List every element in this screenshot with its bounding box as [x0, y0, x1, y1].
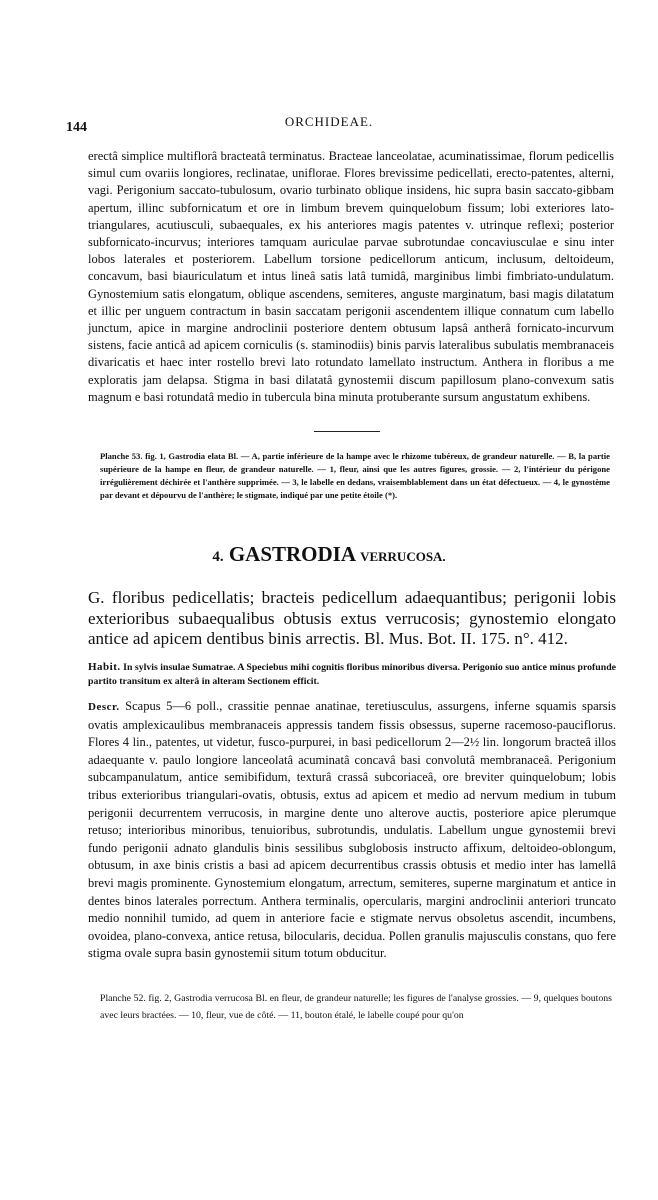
- diagnosis-block: [88, 588, 616, 650]
- description-paragraph: [88, 698, 616, 963]
- main-paragraph-block: [88, 148, 614, 406]
- genus-name: GASTRODIA: [228, 542, 355, 566]
- habitat-text: In sylvis insulae Sumatrae. A Speciebus mihi cognitis floribus minoribus diversa. Perigonio suo antice minus profunde partito transitum ex alterâ in alteram Sectionem efficit.: [88, 662, 616, 687]
- running-title: ORCHIDEAE.: [284, 114, 374, 129]
- species-number: 4.: [212, 549, 224, 565]
- plate-note-53: Planche 53. fig. 1, Gastrodia elata Bl. — A, partie inférieure de la hampe avec le rhizome tubéreux, de grandeur naturelle. — B, la partie supérieure de la hampe en fleur, de grandeur naturelle. — 1, fleur, ainsi que les autres figures, grossie. — 2, l'intérieur du périgone irrégulièrement déchirée et l'anthère supprimée. — 3, le labelle en dedans, vraisemblablement dans un état défectueux. — 4, le gynostème par devant et dépourvu de l'anthère; le stigmate, indiqué par une petite étoile (*).: [100, 451, 610, 500]
- habitat-label: Habit.: [88, 661, 121, 673]
- habitat-block: [88, 661, 616, 688]
- description-label: Descr.: [88, 701, 120, 713]
- species-heading: [0, 542, 658, 567]
- plate-note-52: Planche 52. fig. 2, Gastrodia verrucosa Bl. en fleur, de grandeur naturelle; les figures de l'analyse grossies. — 9, quelques boutons avec leurs bractées. — 10, fleur, vue de côté. — 11, bouton étalé, le labelle coupé pour qu'on: [100, 993, 612, 1021]
- diagnosis: G. floribus pedicellatis; bracteis pedicellum adaequantibus; perigonii lobis exterioribus subaequalibus obtusis extus verrucosis; gynostemio elongato antice ad apicem dentibus binis arrectis. Bl. Mus. Bot. II. 175. n°. 412.: [88, 588, 616, 648]
- species-epithet: VERRUCOSA.: [360, 549, 446, 564]
- description-block: [88, 698, 616, 963]
- plate-note-53-block: [100, 450, 610, 502]
- page-number: 144: [66, 120, 87, 135]
- habitat-paragraph: [88, 661, 616, 688]
- main-paragraph: erectâ simplice multiflorâ bracteatâ terminatus. Bracteae lanceolatae, acuminatissimae, florum pedicellis simul cum ovariis longiores, reclinatae, uniflorae. Flores brevissime pedicellati, erecto-patentes, alterni, vagi. Perigonium saccato-tubulosum, ovario turbinato oblique insidens, hic supra basin saccato-gibbam apertum, illinc subfornicatum et ore in limbum brevem quinquelobum fissum; lobi exteriores lato-triangulares, acutiusculi, subaequales, ex his anteriores magis patentes v. utrinque reflexi; posterior subfornicato-incurvus; interiores tamquam auriculae parvae subrotundae concaviusculae e sinu inter lobos laterales et posteriorem. Labellum torsione pedicellorum anticum, inclusum, deltoideum, concavum, basi biauriculatum et intus lineâ satis latâ tumidâ, marginibus limbi fimbriato-undulatum. Gynostemium satis elongatum, oblique ascendens, semiteres, anguste marginatum, basi magis dilatatum et illic per unguem contractum in basin saccatam perigonii ascendentem illique connatum cum labello junctum, apice in margine androclinii posteriore dentem obtusum lapsâ antherâ fornicato-incurvum sistens, facie anticâ ad apicem corniculis (s. staminodiis) binis parvis lateralibus subulatis membranaceis divaricatis et haec inter rostello brevi lato rotundato lamellato instructum. Anthera in floribus a me exploratis jam delapsa. Stigma in basi dilatatâ gynostemii discum papillosum plano-convexum satis magnum e basi rotundatâ medio in tubercula bina minuta protuberante sursum angustatum exhibens.: [88, 149, 614, 404]
- description-text: Scapus 5—6 poll., crassitie pennae anatinae, teretiusculus, assurgens, inferne squamis sparsis ovatis amplexicaulibus membranaceis appressis tandem fissis obsessus, superne racemoso-pauciflorus. Flores 4 lin., patentes, ut videtur, fusco-purpurei, in basi pedicellorum 2—2½ lin. longorum bracteâ illos adaequante v. paulo longiore lanceolatâ acuminatâ concavâ basi convolutâ membranaceâ. Perigonium subcampanulatum, antice semibifidum, texturâ crassâ subcoriaceâ, ore breviter quinquelobum; lobis tribus exterioribus triangulari-ovatis, obtusis, extus ad apicem et medio ad nervum medium in tubum perigonii decurrentem verrucosis, in margine dente uno alterove auctis, posteriore apice plerumque retuso; interioribus minoribus, tenuioribus, subrotundis, undulatis. Labellum ungue gynostemii brevi fundo perigonii adnato glandulis binis sessilibus subglobosis instructo affixum, deltoideo-oblongum, obtusum, in axe binis cristis a basi ad apicem decurrentibus crassis obtusis et medio inter has lamellâ brevi magis prominente. Gynostemium elongatum, arrectum, semiteres, superne marginatum et antice in dentes binos laterales porrectum. Anthera terminalis, opercularis, margini androclinii anteriori truncato medio nonnihil tumido, ad quem in anteriore facie e stigmate nervus obsoletus ascendit, incumbens, ovoidea, plano-convexa, antice retusa, bilocularis, decidua. Pollen granulis majusculis constans, quo fere stigma ovale supra basin gynostemii situm totum obducitur.: [88, 699, 617, 961]
- plate-note-52-block: [100, 990, 612, 1024]
- section-divider: [314, 431, 380, 432]
